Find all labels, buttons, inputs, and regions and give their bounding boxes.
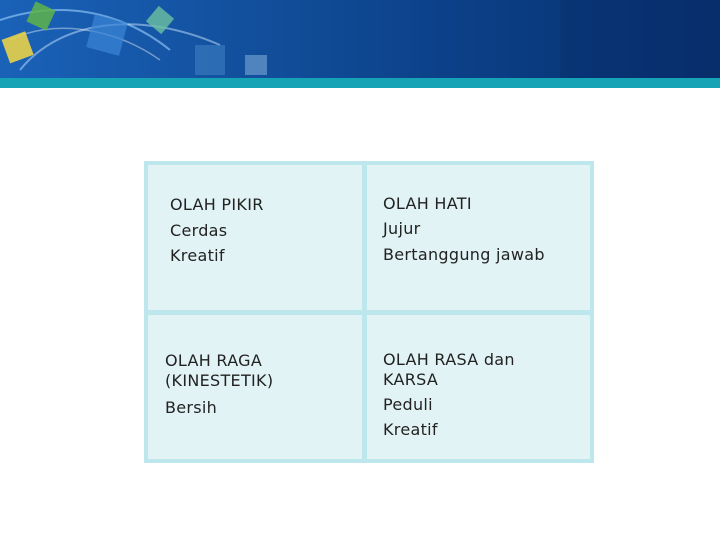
header-banner [0, 0, 720, 78]
character-table [144, 161, 594, 463]
cell-olah-raga [148, 315, 362, 459]
cell-heading: OLAH PIKIR [170, 195, 264, 214]
cell-olah-hati [367, 165, 590, 310]
cell-item: Bertanggung jawab [383, 245, 545, 264]
cell-olah-rasa [367, 315, 590, 459]
cell-heading-line1: OLAH RAGA [165, 351, 263, 370]
cell-heading-line2: (KINESTETIK) [165, 371, 274, 390]
cell-item: Bersih [165, 398, 218, 417]
cell-heading: OLAH HATI [383, 194, 472, 213]
cell-item: Kreatif [170, 246, 225, 265]
cell-heading-line1: OLAH RASA dan [383, 350, 515, 369]
header-band [0, 78, 720, 88]
cell-heading-line2: KARSA [383, 370, 439, 389]
banner-decoration [0, 0, 720, 78]
cell-olah-pikir [148, 165, 362, 310]
cell-item: Cerdas [170, 221, 228, 240]
cell-item: Jujur [383, 219, 421, 238]
cell-item: Kreatif [383, 420, 438, 439]
cell-item: Peduli [383, 395, 433, 414]
